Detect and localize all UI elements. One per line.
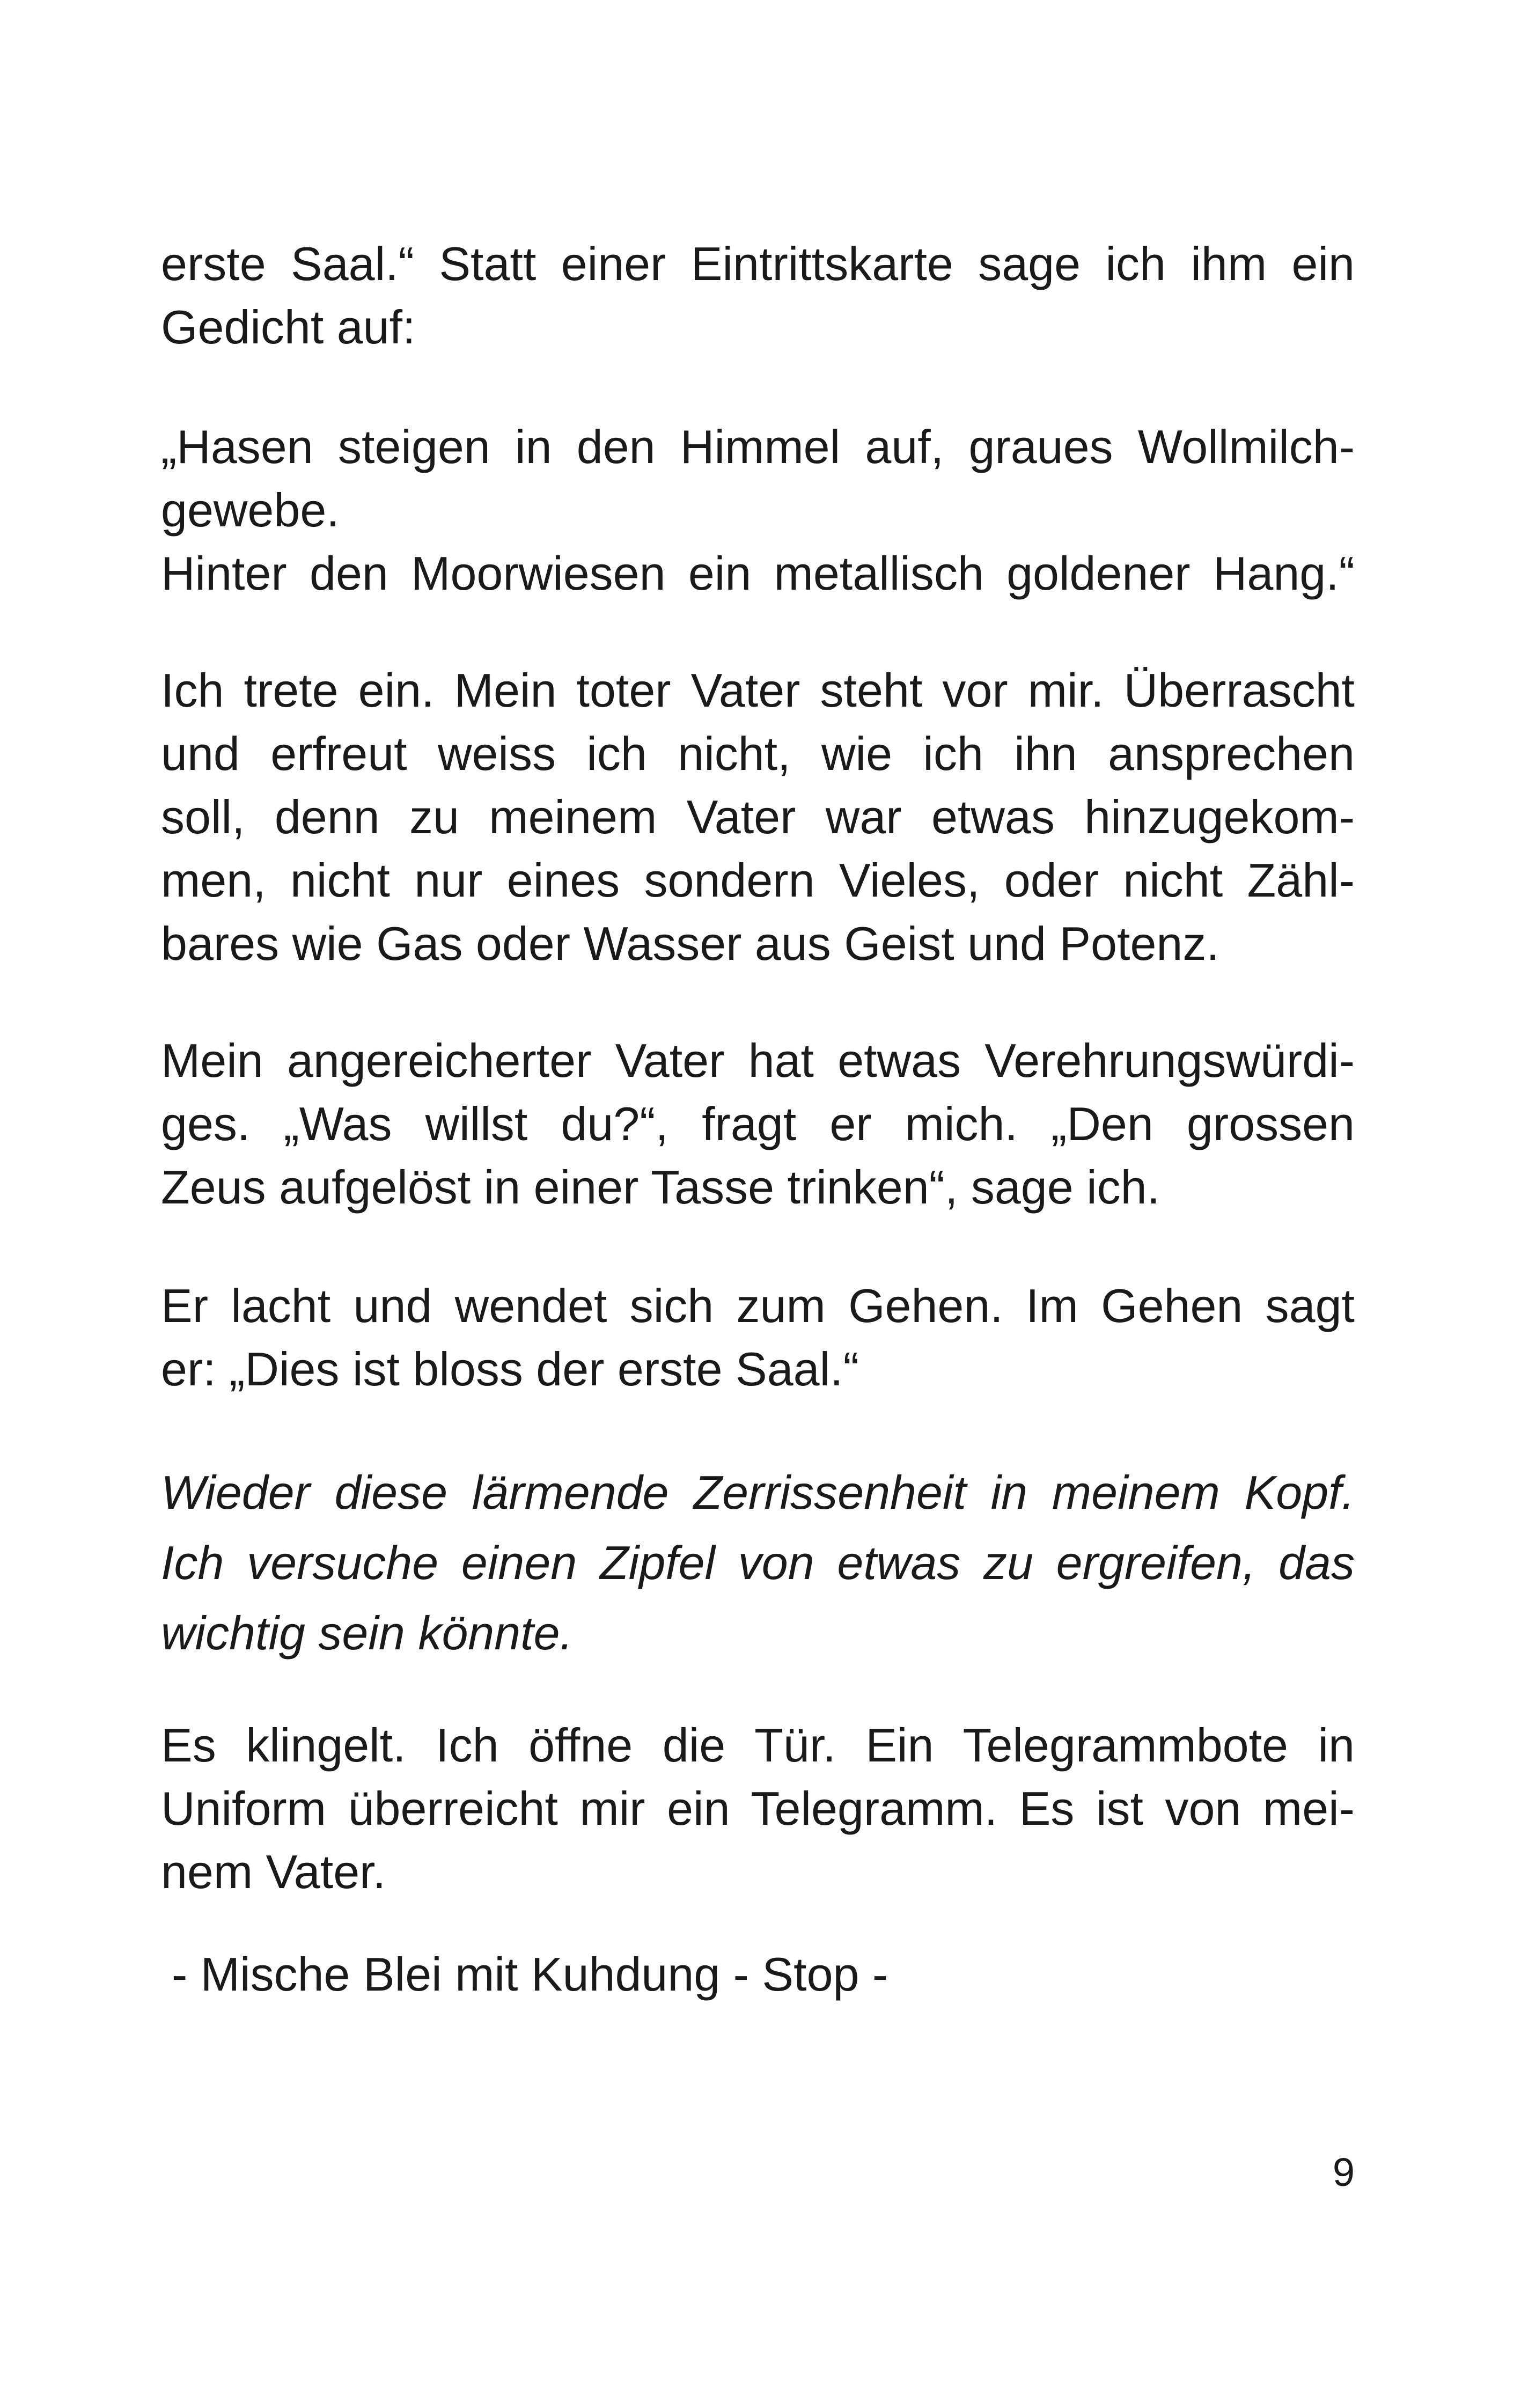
text-line: Hinter den Moorwiesen ein metallisch goldener Hang.“	[161, 547, 1355, 600]
text-line: wichtig sein könnte.	[161, 1606, 573, 1660]
paragraph-7	[161, 1714, 1355, 1904]
text-line: gewebe.	[161, 483, 340, 537]
text-line: Es klingelt. Ich öffne die Tür. Ein Telegrammbote in	[161, 1719, 1355, 1772]
paragraph-1	[161, 232, 1355, 359]
text-line: Er lacht und wendet sich zum Gehen. Im Gehen sagt	[161, 1279, 1355, 1332]
text-line: Ich trete ein. Mein toter Vater steht vor mir. Überrascht	[161, 664, 1355, 717]
text-line: und erfreut weiss ich nicht, wie ich ihn ansprechen	[161, 727, 1355, 780]
text-line: men, nicht nur eines sondern Vieles, oder nicht Zähl-	[161, 854, 1355, 907]
text-line: Wieder diese lärmende Zerrissenheit in meinem Kopf.	[161, 1466, 1355, 1519]
paragraph-6-italic	[161, 1457, 1355, 1668]
page-number: 9	[1332, 2150, 1355, 2194]
text-line: Zeus aufgelöst in einer Tasse trinken“, sage ich.	[161, 1161, 1160, 1214]
text-line: er: „Dies ist bloss der erste Saal.“	[161, 1342, 859, 1396]
text-line: ges. „Was willst du?“, fragt er mich. „Den grossen	[161, 1097, 1355, 1150]
telegram-line: - Mische Blei mit Kuhdung - Stop -	[172, 1948, 888, 2001]
paragraph-4	[161, 1029, 1355, 1219]
paragraph-3	[161, 659, 1355, 975]
text-line: Gedicht auf:	[161, 300, 416, 354]
text-line: soll, denn zu meinem Vater war etwas hinzugekom-	[161, 790, 1355, 843]
text-line: Uniform überreicht mir ein Telegramm. Es ist von mei-	[161, 1782, 1355, 1835]
text-line: Mein angereicherter Vater hat etwas Verehrungswürdi-	[161, 1034, 1355, 1087]
paragraph-5	[161, 1274, 1355, 1401]
text-line: Ich versuche einen Zipfel von etwas zu ergreifen, das	[161, 1536, 1355, 1589]
text-line: nem Vater.	[161, 1845, 386, 1898]
text-line: bares wie Gas oder Wasser aus Geist und Potenz.	[161, 917, 1219, 970]
text-line: erste Saal.“ Statt einer Eintrittskarte sage ich ihm ein	[161, 237, 1355, 290]
text-line: „Hasen steigen in den Himmel auf, graues Wollmilch-	[161, 420, 1355, 473]
paragraph-2-poem	[161, 415, 1355, 605]
